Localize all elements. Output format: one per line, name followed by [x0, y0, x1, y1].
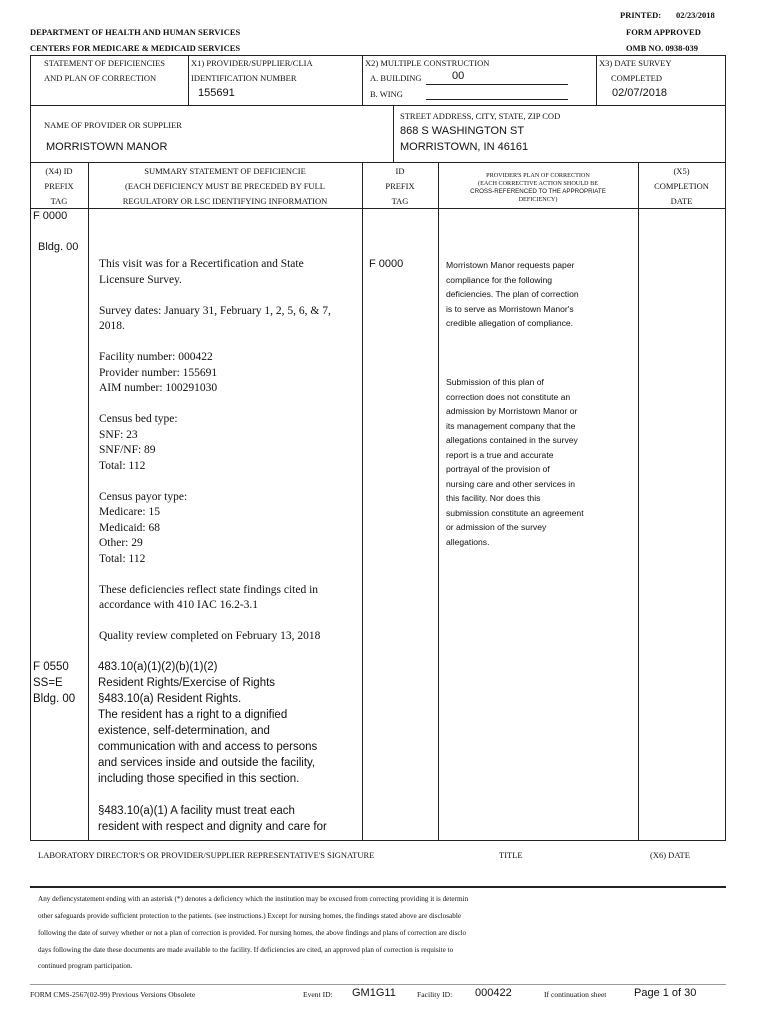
date-label: (X6) DATE: [650, 850, 690, 860]
x2-label: X2) MULTIPLE CONSTRUCTION: [365, 58, 490, 68]
form-number: FORM CMS-2567(02-99) Previous Versions Obsolete: [30, 990, 196, 999]
statement-label-2: AND PLAN OF CORRECTION: [44, 73, 157, 83]
x1-label-2: IDENTIFICATION NUMBER: [191, 73, 297, 83]
rule: [725, 55, 726, 162]
summary-block-2: 483.10(a)(1)(2)(b)(1)(2) Resident Rights/Exercise of Rights §483.10(a) Resident Rights. The resident has a right to a dignified existence, self-determination, and communication with and access to persons and services inside and outside the facility, including those specified in this section. §483.10(a)(1) A facility must treat each resident with respect and dignity and care for: [98, 661, 327, 833]
disclaimer-line-3: following the date of survey whether or not a plan of correction is provided. For nursing homes, the above findings and plans of correction are disclo: [38, 929, 467, 937]
x5-header: (X5): [673, 166, 690, 176]
rule: [638, 162, 639, 840]
signature-label: LABORATORY DIRECTOR'S OR PROVIDER/SUPPLIER REPRESENTATIVE'S SIGNATURE: [38, 850, 375, 860]
street-label: STREET ADDRESS, CITY, STATE, ZIP COD: [400, 111, 561, 121]
plan-header-3: CROSS-REFERENCED TO THE APPROPRIATE: [470, 188, 606, 195]
summary-header: SUMMARY STATEMENT OF DEFICIENCIE: [144, 166, 306, 176]
printed-label: PRINTED:: [620, 10, 662, 20]
id-header-2: PREFIX: [385, 181, 415, 191]
rule: [30, 162, 31, 840]
provider-name-value: MORRISTOWN MANOR: [46, 141, 168, 153]
omb-number: OMB NO. 0938-039: [626, 43, 699, 53]
building-label: A. BUILDING: [370, 73, 422, 83]
street-line-2: MORRISTOWN, IN 46161: [400, 141, 529, 153]
x1-label: X1) PROVIDER/SUPPLIER/CLIA: [191, 58, 313, 68]
rule: [30, 886, 726, 888]
x5-header-3: DATE: [670, 196, 693, 206]
statement-label: STATEMENT OF DEFICIENCIES: [44, 58, 166, 68]
prefix-tag-1: F 0000: [33, 210, 68, 222]
building-underline: [426, 84, 568, 85]
rule: [362, 162, 363, 840]
plan-block-1: Morristown Manor requests paper compliance for the following deficiencies. The plan of correction is to serve as Morristown Manor's credible allegation of compliance.: [446, 260, 579, 328]
rule: [596, 55, 597, 105]
x4-header-2: PREFIX: [44, 181, 74, 191]
summary-block-1: This visit was for a Recertification and State Licensure Survey. Survey dates: January 31, February 1, 2, 5, 6, & 7, 2018. Facility number: 000422 Provider number: 155691 AIM number: 100291030 Census bed type: SNF: 23 SNF/NF: 89 Total: 112 Census payor type: Medicare: 15 Medicaid: 68 Other: 29 Total: 112 These deficiencies reflect state findings cited in accordance with 410 IAC 16.2-3.1 Quality review completed on February 13, 2018: [99, 258, 331, 642]
rule: [30, 162, 726, 163]
bldg-1: Bldg. 00: [38, 241, 79, 253]
rule: [30, 55, 31, 162]
facility-id-value: 000422: [475, 987, 512, 999]
rule: [188, 55, 189, 105]
x3-label-2: COMPLETED: [611, 73, 662, 83]
rule: [30, 208, 726, 209]
department-name: DEPARTMENT OF HEALTH AND HUMAN SERVICES: [30, 27, 241, 37]
form-approved: FORM APPROVED: [626, 27, 701, 37]
rule: [30, 984, 726, 985]
x5-header-2: COMPLETION: [654, 181, 709, 191]
id-header-3: TAG: [391, 196, 409, 206]
rule: [438, 162, 439, 840]
event-id-value: GM1G11: [352, 987, 396, 999]
street-line-1: 868 S WASHINGTON ST: [400, 125, 525, 137]
plan-block-2: Submission of this plan of correction does not constitute an admission by Morristown Manor or its management company that the allegations contained in the survey report is a true and accurate portrayal of the provision of nursing care and other services in this facility. Nor does this submission constitute an agreement or admission of the survey allegations.: [446, 377, 584, 547]
title-label: TITLE: [499, 850, 523, 860]
provider-name-label: NAME OF PROVIDER OR SUPPLIER: [44, 120, 182, 130]
x4-header-3: TAG: [50, 196, 68, 206]
rule: [30, 105, 726, 106]
prefix-tag-2: F 0550 SS=E Bldg. 00: [33, 661, 76, 705]
id-header: ID: [395, 166, 405, 176]
building-value: 00: [452, 70, 465, 82]
id-tag-1: F 0000: [369, 258, 404, 270]
plan-header: PROVIDER'S PLAN OF CORRECTION: [486, 172, 590, 179]
x4-header: (X4) ID: [45, 166, 73, 176]
disclaimer-line-2: other safeguards provide sufficient protection to the patients. (see instructions.) Except for nursing homes, the findings stated above are disclosable: [38, 912, 462, 920]
plan-header-2: (EACH CORRECTIVE ACTION SHOULD BE: [478, 180, 598, 187]
wing-underline: [426, 99, 568, 100]
rule: [362, 55, 363, 105]
printed-date: 02/23/2018: [676, 10, 715, 20]
disclaimer-line-1: Any defiencystatement ending with an asterisk (*) denotes a deficiency which the institution may be excused from correcting providing it is determin: [38, 895, 469, 903]
centers-name: CENTERS FOR MEDICARE & MEDICAID SERVICES: [30, 43, 241, 53]
disclaimer-line-5: continued program participation.: [38, 962, 133, 970]
wing-label: B. WING: [370, 89, 403, 99]
facility-id-label: Facility ID:: [417, 990, 453, 999]
rule: [393, 105, 394, 162]
rule: [30, 55, 726, 56]
plan-header-4: DEFICIENCY): [518, 196, 558, 203]
rule: [725, 162, 726, 840]
survey-date-value: 02/07/2018: [612, 87, 668, 99]
page-number: Page 1 of 30: [634, 987, 697, 999]
event-id-label: Event ID:: [303, 990, 333, 999]
continuation-label: If continuation sheet: [544, 990, 607, 999]
x3-label: X3) DATE SURVEY: [599, 58, 672, 68]
summary-header-2: (EACH DEFICIENCY MUST BE PRECEDED BY FULL: [125, 181, 325, 191]
rule: [30, 840, 726, 841]
provider-id-value: 155691: [198, 87, 235, 99]
summary-header-3: REGULATORY OR LSC IDENTIFYING INFORMATION: [122, 196, 328, 206]
rule: [88, 162, 89, 840]
disclaimer-line-4: days following the date these documents are made available to the facility. If deficiencies are cited, an approved plan of correction is requisite to: [38, 946, 454, 954]
